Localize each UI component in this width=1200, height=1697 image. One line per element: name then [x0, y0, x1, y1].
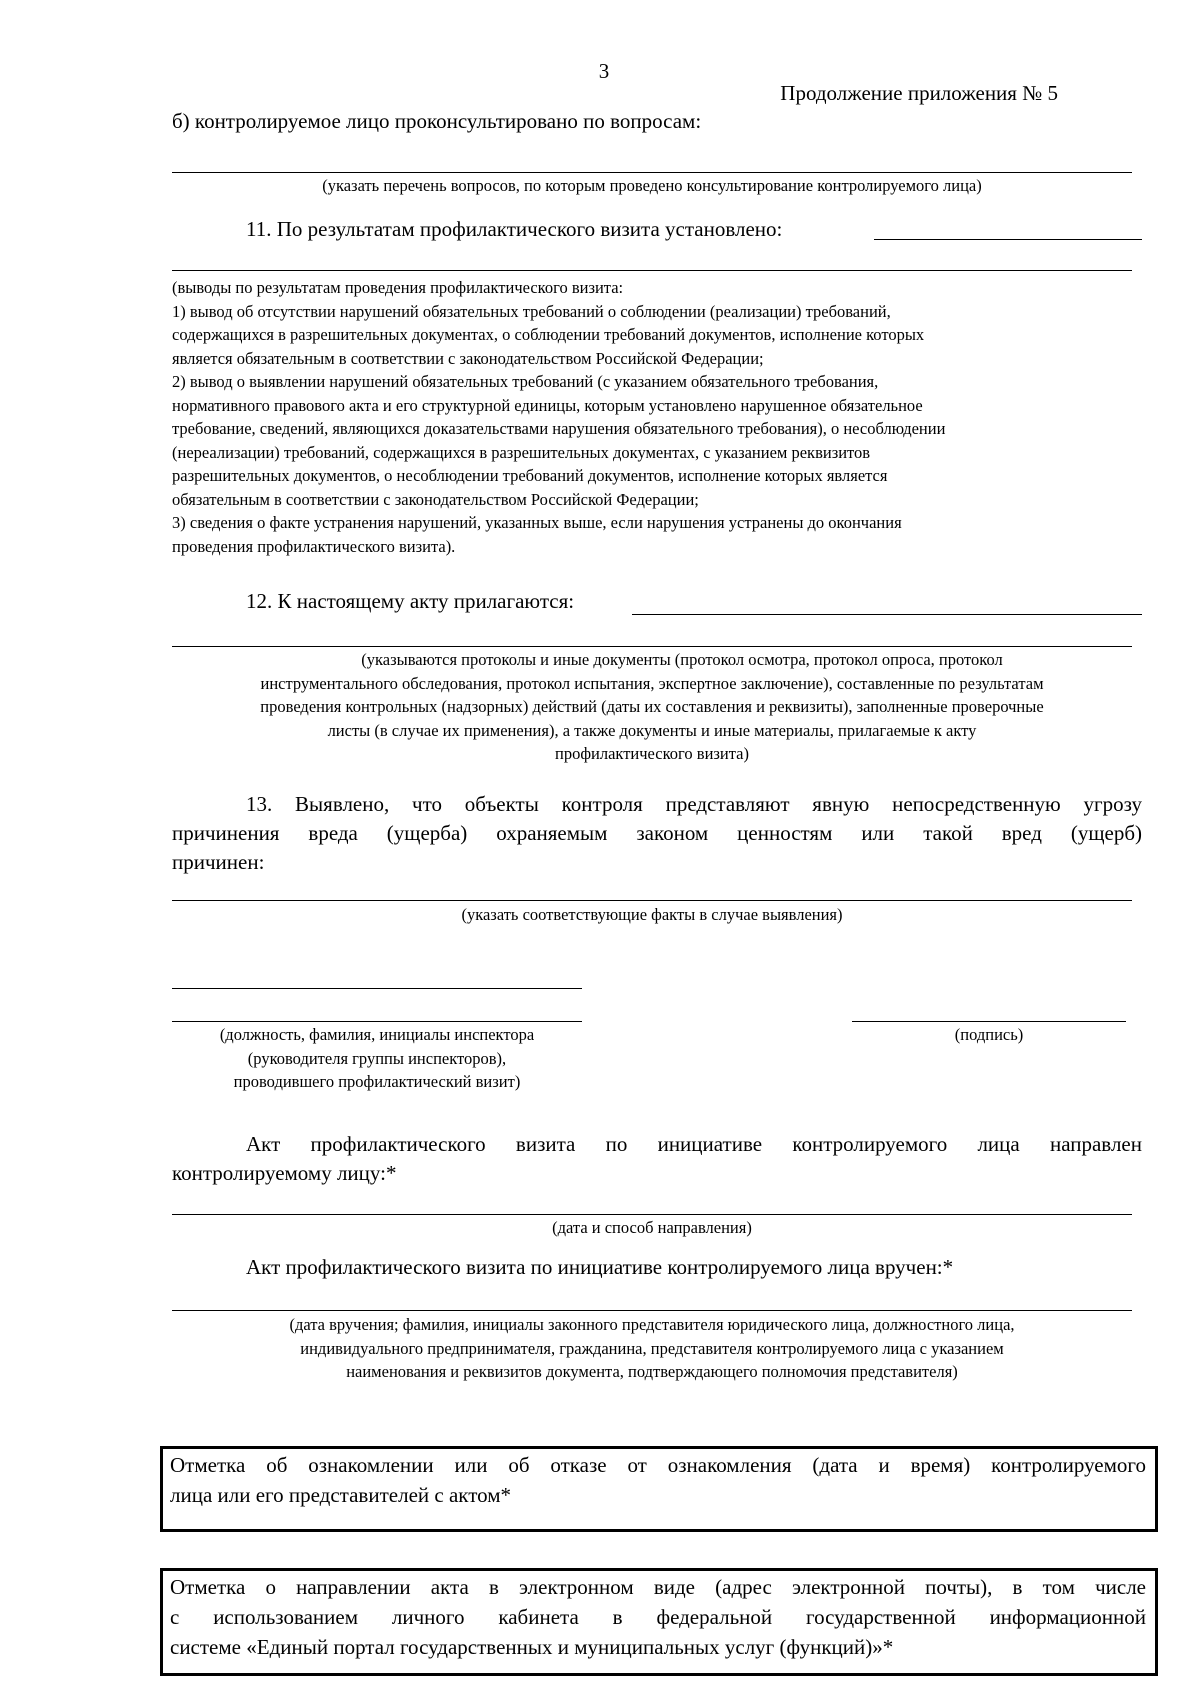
hint-line: (нереализации) требований, содержащихся в разрешительных документах, с указанием реквизитов: [172, 442, 871, 462]
hint-line: обязательным в соответствии с законодательством Российской Федерации;: [172, 489, 699, 509]
hint-line: требование, сведений, являющихся доказательствами нарушения обязательного требования), о несоблюдении: [172, 419, 946, 438]
act-sent-line: Акт профилактического визита по инициативе контролируемого лица направлен: [246, 1132, 1142, 1156]
item-12-hint: [172, 648, 1132, 766]
item-11-text: 11. По результатам профилактического визита установлено:: [246, 217, 783, 241]
item-b-hint: (указать перечень вопросов, по которым проведено консультирование контролируемого лица): [322, 176, 982, 195]
act-handed-hint: [172, 1313, 1132, 1384]
hint-line: проводившего профилактический визит): [233, 1072, 521, 1091]
hint-line: является обязательным в соответствии с законодательством Российской Федерации;: [172, 348, 764, 368]
act-handed-text: Акт профилактического визита по инициативе контролируемого лица вручен:*: [246, 1255, 954, 1279]
item-13-text: [172, 790, 1142, 877]
hint-line: нормативного правового акта и его структурной единицы, которым установлено нарушенное обязательное: [172, 395, 923, 415]
item-b-line: [172, 172, 1132, 173]
appendix-continuation: Продолжение приложения № 5: [780, 81, 1058, 105]
hint-line: 1) вывод об отсутствии нарушений обязательных требований о соблюдении (реализации) требований,: [172, 301, 891, 321]
item-13-line: причинен:: [172, 850, 265, 874]
page-number: 3: [598, 59, 610, 83]
act-handed-line-blank: [172, 1310, 1132, 1311]
item-13-line: 13. Выявлено, что объекты контроля представляют явную непосредственную угрозу: [246, 792, 1142, 816]
act-sent-hint: (дата и способ направления): [552, 1218, 752, 1237]
hint-line: разрешительных документов, о несоблюдении требований документов, исполнение которых является: [172, 466, 888, 485]
inspector-line-1: [172, 988, 582, 989]
hint-line: профилактического визита): [555, 744, 749, 763]
hint-line: проведения контрольных (надзорных) действий (даты их составления и реквизиты), заполненные проверочные: [260, 697, 1044, 716]
item-13-line: причинения вреда (ущерба) охраняемым законом ценностям или такой вред (ущерб): [172, 821, 1142, 845]
box-line: системе «Единый портал государственных и муниципальных услуг (функций)»*: [170, 1635, 894, 1659]
hint-line: листы (в случае их применения), а также документы и иные материалы, прилагаемые к акту: [327, 720, 977, 740]
hint-line: (дата вручения; фамилия, инициалы законного представителя юридического лица, должностного лица,: [289, 1315, 1015, 1334]
acquaintance-mark-text: [170, 1450, 1146, 1510]
item-11-line: [172, 270, 1132, 271]
item-12-inline-line: [632, 614, 1142, 615]
box-line: Отметка о направлении акта в электронном виде (адрес электронной почты), в том числе: [170, 1575, 1146, 1599]
signature-hint: (подпись): [954, 1025, 1024, 1044]
box-line: лица или его представителей с актом*: [170, 1483, 511, 1507]
act-sent-text: [172, 1130, 1142, 1188]
hint-line: (руководителя группы инспекторов),: [247, 1048, 507, 1068]
hint-line: проведения профилактического визита).: [172, 536, 456, 556]
hint-line: 3) сведения о факте устранения нарушений, указанных выше, если нарушения устранены до окончания: [172, 513, 902, 532]
box-line: Отметка об ознакомлении или об отказе от ознакомления (дата и время) контролируемого: [170, 1453, 1146, 1477]
hint-line: инструментального обследования, протокол испытания, экспертное заключение), составленные по результатам: [260, 673, 1044, 693]
hint-line: индивидуального предпринимателя, гражданина, представителя контролируемого лица с указанием: [300, 1338, 1004, 1358]
hint-line: 2) вывод о выявлении нарушений обязательных требований (с указанием обязательного требования,: [172, 372, 879, 391]
item-b-text: б) контролируемое лицо проконсультировано по вопросам:: [172, 109, 702, 133]
item-12-line: [172, 646, 1132, 647]
hint-line: (выводы по результатам проведения профилактического визита:: [172, 278, 624, 297]
hint-line: наименования и реквизитов документа, подтверждающего полномочия представителя): [346, 1362, 958, 1381]
act-sent-line-blank: [172, 1214, 1132, 1215]
item-13-hint: (указать соответствующие факты в случае выявления): [461, 905, 843, 924]
hint-line: (должность, фамилия, инициалы инспектора: [219, 1025, 535, 1044]
inspector-line-2: [172, 1021, 582, 1022]
item-11-hint: [172, 276, 1132, 558]
electronic-sending-mark-text: [170, 1572, 1146, 1662]
signature-line: [852, 1021, 1126, 1022]
item-12-text: 12. К настоящему акту прилагаются:: [246, 589, 575, 613]
item-11-inline-line: [874, 239, 1142, 240]
hint-line: (указываются протоколы и иные документы (протокол осмотра, протокол опроса, протокол: [361, 650, 1003, 669]
hint-line: содержащихся в разрешительных документах, о соблюдении требований документов, исполнение которых: [172, 325, 925, 344]
act-sent-line: контролируемому лицу:*: [172, 1161, 397, 1185]
item-13-line-blank: [172, 900, 1132, 901]
inspector-hint: [172, 1023, 582, 1094]
box-line: с использованием личного кабинета в федеральной государственной информационной: [170, 1605, 1146, 1629]
